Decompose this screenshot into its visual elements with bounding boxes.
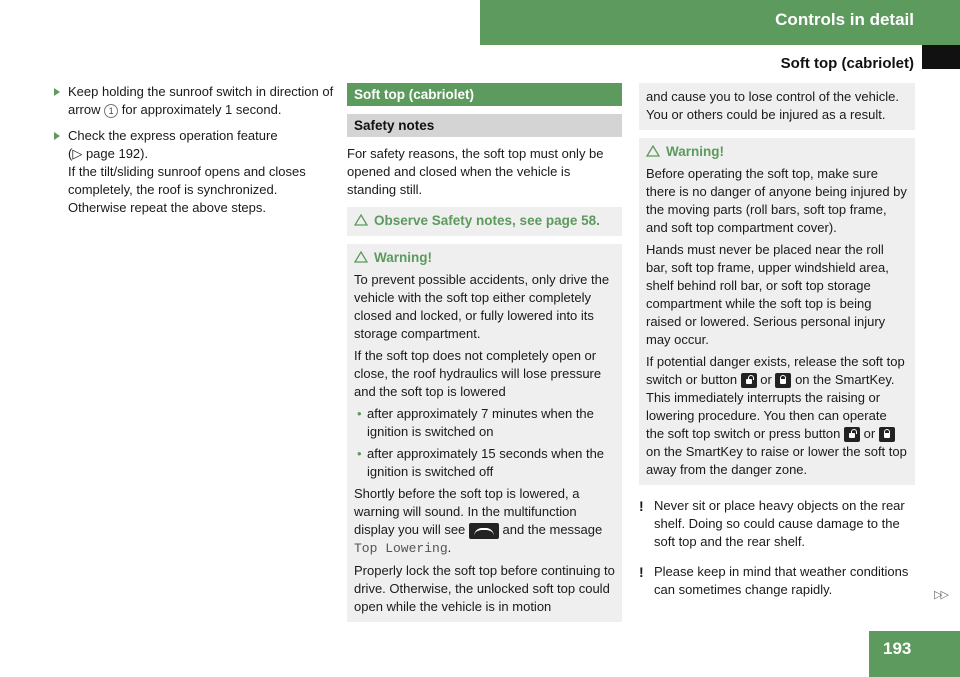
observe-text[interactable]: Observe Safety notes, see page 58. [374,213,600,228]
arrow-bullet-icon [54,132,60,140]
lock-key-icon [879,427,895,442]
header-section-bar [480,0,960,45]
column-3 [639,83,915,599]
continued-box [639,83,915,130]
notice-1-text: Never sit or place heavy objects on the rear shelf. Doing so could cause damage to the soft top and the rear shelf. [654,498,905,549]
warning-triangle-icon [354,251,368,263]
list-item [354,445,615,481]
notice-icon: ! [639,564,644,580]
column-1 [54,83,334,225]
warning-triangle-icon [354,214,368,226]
soft-top-lowering-icon [469,523,499,539]
warning-heading [354,249,615,267]
notice-2 [639,563,915,599]
subsection-title: Safety notes [347,114,622,137]
warning-paragraph-3 [646,353,908,479]
intro-paragraph: For safety reasons, the soft top must only be opened and closed when the vehicle is standing still. [347,146,604,197]
observe-note [354,212,615,230]
header-section-title: Controls in detail [775,10,914,29]
bullet-dot-icon: • [357,406,362,421]
w3-text-end: . [447,540,452,555]
warning-title: Warning! [374,250,432,265]
display-message: Top Lowering [354,541,448,556]
w3-text-a: If potential danger exists, release the soft top switch or button [646,354,905,387]
w3-or-1: or [756,372,776,387]
notice-2-text: Please keep in mind that weather conditions can sometimes change rapidly. [654,564,909,597]
warning-box [347,244,622,622]
w3-text-a: Shortly before the soft top is lowered, a warning will sound. In the multifunction display you will see [354,486,580,537]
header-subsection-title: Soft top (cabriolet) [780,55,914,72]
w3-text-b: and the message [498,522,603,537]
section-title: Soft top (cabriolet) [347,83,622,106]
w3-text-c: on the SmartKey to raise or lower the soft top away from the danger zone. [646,444,907,477]
arrow-bullet-icon [54,88,60,96]
w3-text-b: on the SmartKey. This immediately interrupts the raising or lowering procedure. You then can operate the soft top switch or press button [646,372,895,441]
continue-mark: ▷▷ [934,589,947,601]
unlock-key-icon [844,427,860,442]
list-item [354,405,615,441]
notice-1 [639,497,915,551]
continued-text: and cause you to lose control of the vehicle. You or others could be injured as a result. [646,89,899,122]
warning-paragraph-1: To prevent possible accidents, only drive the vehicle with the soft top either completely closed and locked, or fully lowered into its storage compartment. [354,272,610,341]
warning-heading [646,143,908,161]
warning-paragraph-4: Properly lock the soft top before continuing to drive. Otherwise, the unlocked soft top could open while the vehicle is in motion [354,563,615,614]
page-number-box [869,631,960,677]
step-1 [54,83,334,119]
warning-triangle-icon [646,145,660,157]
observe-box [347,207,622,236]
warning-paragraph-2: Hands must never be placed near the roll bar, soft top frame, upper windshield area, shelf behind roll bar, or soft top storage compartment while the soft top is being raised or lowered. Serious personal injury may occur. [646,242,889,347]
bullet-dot-icon: • [357,446,362,461]
column-2 [347,83,622,622]
arrow-number-circle: 1 [104,104,118,118]
step-2-line-1: Check the express operation feature [68,128,278,143]
warning-box-2 [639,138,915,485]
notice-icon: ! [639,498,644,514]
warning-paragraph-2: If the soft top does not completely open or close, the roof hydraulics will lose pressure and the soft top is lowered [354,348,602,399]
warning-title: Warning! [666,144,724,159]
bullet-text: after approximately 15 seconds when the ignition is switched off [367,446,605,479]
step-1-text-b: for approximately 1 second. [118,102,282,117]
warning-paragraph-3 [354,485,615,558]
lock-key-icon [775,373,791,388]
step-2-page-ref[interactable]: (▷ page 192). [68,146,149,161]
bullet-text: after approximately 7 minutes when the ignition is switched on [367,406,594,439]
w3-or-2: or [860,426,879,441]
unlock-key-icon [741,373,757,388]
page-number: 193 [883,639,912,658]
step-2 [54,127,334,217]
step-1-text-a: Keep holding the sunroof switch in direction of arrow [68,84,334,117]
step-2-line-3: If the tilt/sliding sunroof opens and closes completely, the roof is synchronized. Otherwise repeat the above steps. [68,164,306,215]
header-tab-marker [922,45,960,69]
warning-paragraph-1: Before operating the soft top, make sure there is no danger of anyone being injured by the moving parts (roll bars, soft top frame, and soft top compartment cover). [646,166,907,235]
